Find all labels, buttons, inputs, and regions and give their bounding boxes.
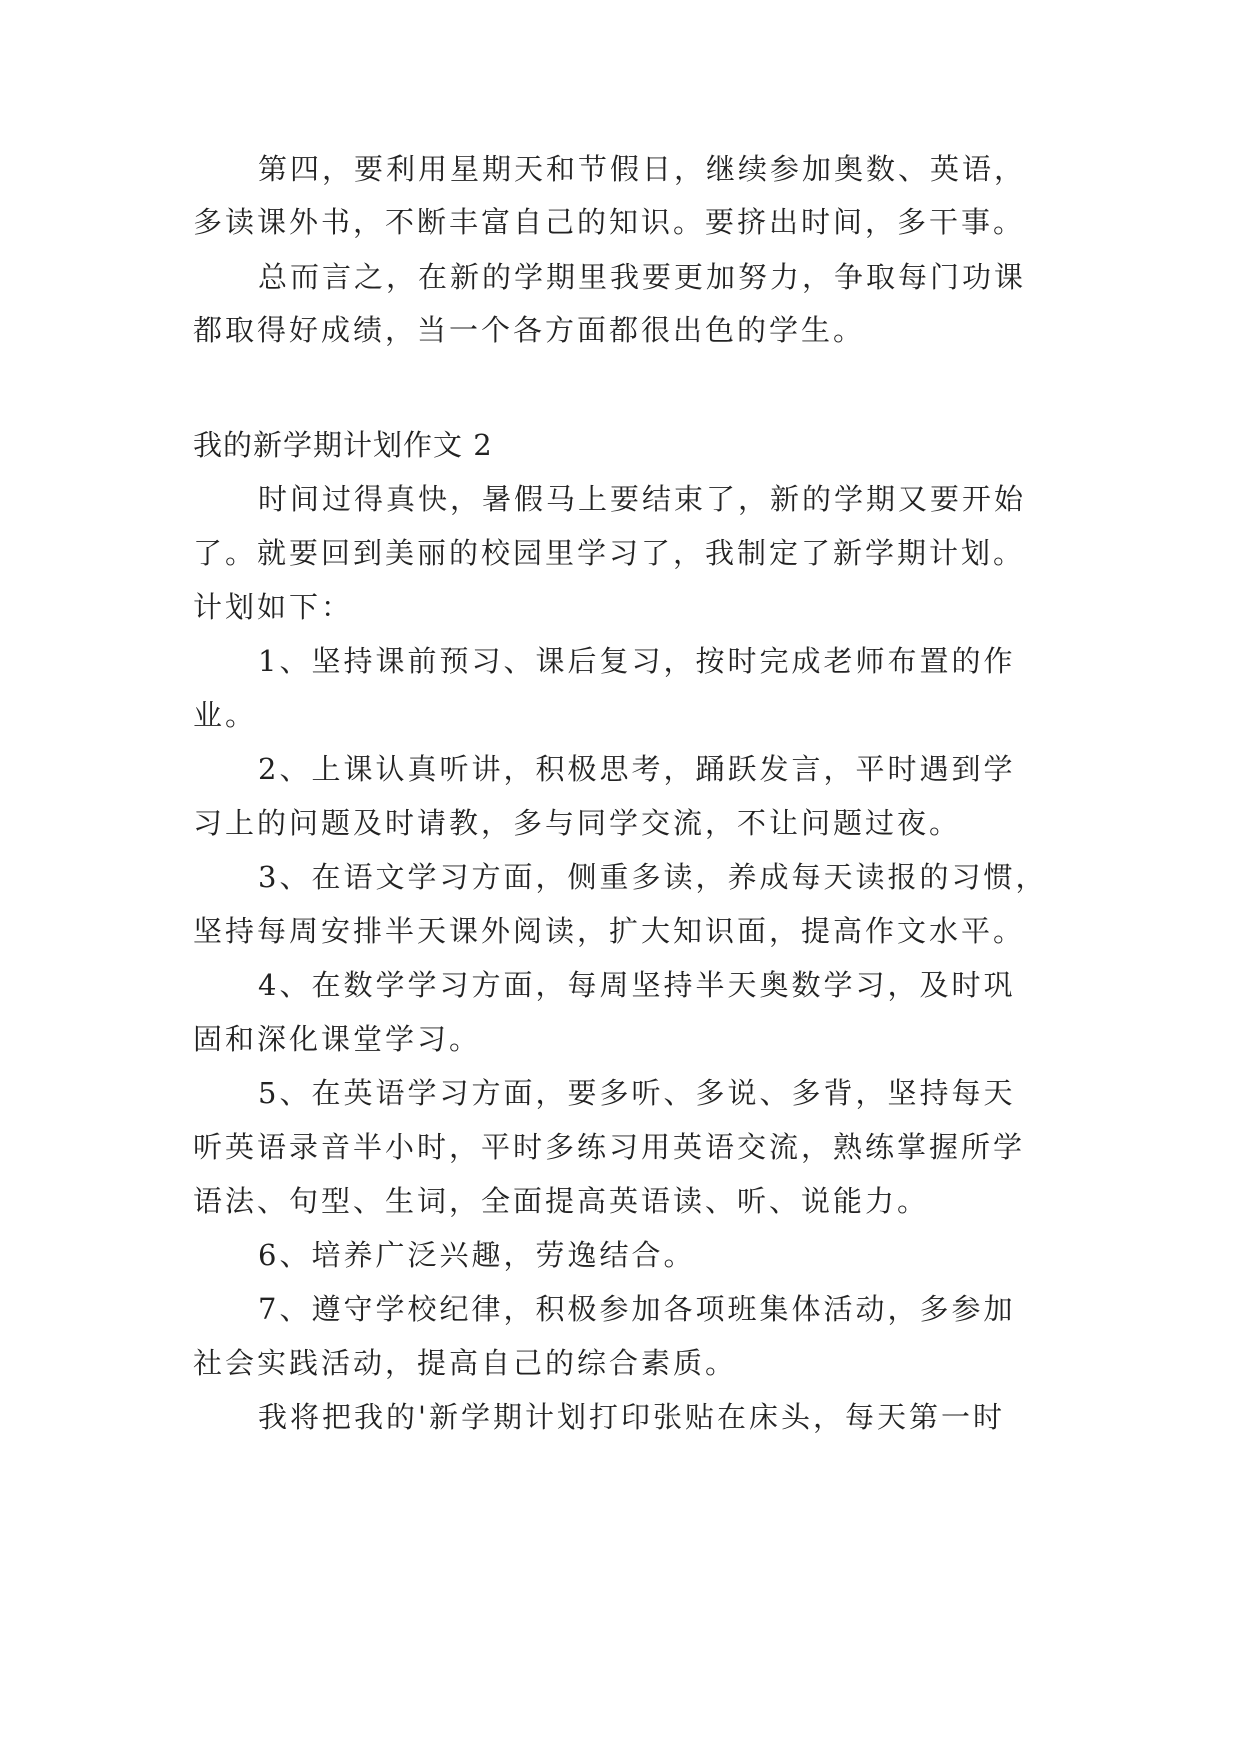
paragraph-line: 多读课外书，不断丰富自己的知识。要挤出时间，多干事。 xyxy=(193,205,1026,239)
paragraph-line: 4、在数学学习方面，每周坚持半天奥数学习，及时巩 xyxy=(258,968,1016,1002)
paragraph-line: 总而言之，在新的学期里我要更加努力，争取每门功课 xyxy=(258,260,1027,294)
paragraph-line: 7、遵守学校纪律，积极参加各项班集体活动，多参加 xyxy=(258,1292,1016,1326)
paragraph-line: 语法、句型、生词，全面提高英语读、听、说能力。 xyxy=(193,1184,930,1218)
paragraph-line: 社会实践活动，提高自己的综合素质。 xyxy=(193,1346,738,1380)
paragraph-line: 1、坚持课前预习、课后复习，按时完成老师布置的作 xyxy=(258,644,1016,678)
paragraph-line: 时间过得真快，暑假马上要结束了，新的学期又要开始 xyxy=(258,482,1027,516)
paragraph-line: 听英语录音半小时，平时多练习用英语交流，熟练掌握所学 xyxy=(193,1130,1026,1164)
paragraph-line: 计划如下： xyxy=(193,590,354,624)
paragraph-line: 坚持每周安排半天课外阅读，扩大知识面，提高作文水平。 xyxy=(193,914,1026,948)
paragraph-line: 3、在语文学习方面，侧重多读，养成每天读报的习惯， xyxy=(258,860,1048,894)
paragraph-line: 业。 xyxy=(193,698,258,732)
paragraph-line: 都取得好成绩，当一个各方面都很出色的学生。 xyxy=(193,313,866,347)
paragraph-line: 我将把我的'新学期计划打印张贴在床头，每天第一时 xyxy=(258,1400,1005,1434)
paragraph-line: 习上的问题及时请教，多与同学交流，不让问题过夜。 xyxy=(193,806,962,840)
section-title: 我的新学期计划作文 2 xyxy=(193,428,493,462)
paragraph-line: 2、上课认真听讲，积极思考，踊跃发言，平时遇到学 xyxy=(258,752,1016,786)
paragraph-line: 5、在英语学习方面，要多听、多说、多背，坚持每天 xyxy=(258,1076,1016,1110)
paragraph-line: 第四，要利用星期天和节假日，继续参加奥数、英语， xyxy=(258,152,1027,186)
paragraph-line: 固和深化课堂学习。 xyxy=(193,1022,482,1056)
paragraph-line: 了。就要回到美丽的校园里学习了，我制定了新学期计划。 xyxy=(193,536,1026,570)
paragraph-line: 6、培养广泛兴趣，劳逸结合。 xyxy=(258,1238,696,1272)
